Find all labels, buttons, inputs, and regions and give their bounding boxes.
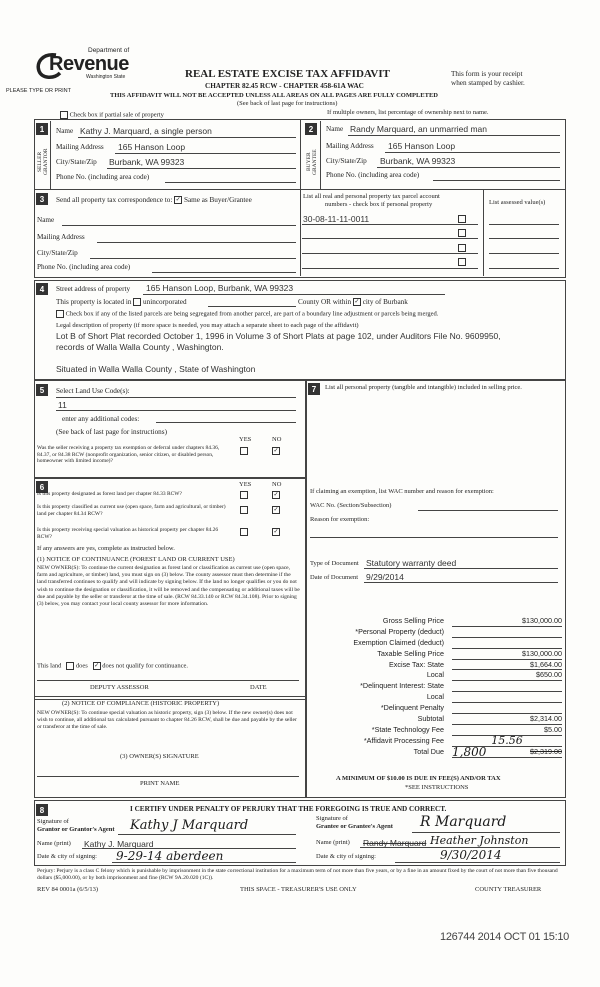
minimum-due-note: A MINIMUM OF $10.00 IS DUE IN FEE(S) AND/OR TAX [336, 775, 501, 782]
grantee-date: 9/30/2014 [440, 848, 502, 862]
land-use-see-back: (See back of last page for instructions) [56, 428, 167, 436]
seller-side-label: SELLER GRANTOR [37, 148, 49, 176]
grantee-sig-label-2: Grantee or Grantee's Agent [316, 823, 393, 830]
form-title: REAL ESTATE EXCISE TAX AFFIDAVIT [185, 68, 390, 80]
tax-row: Total Due $2,319.00 [413, 746, 562, 756]
land-use-label: Select Land Use Code(s): [56, 387, 130, 395]
tax-row: *Delinquent Penalty [310, 703, 562, 714]
located-in-line: This property is located in unincorporated [56, 298, 187, 306]
logo-state: Washington State [86, 74, 126, 80]
see-instructions-note: *SEE INSTRUCTIONS [405, 784, 469, 791]
seller-mailing-label: Mailing Address [56, 143, 104, 151]
section-5-number: 5 [36, 384, 48, 396]
current-use-yes-checkbox[interactable] [240, 506, 248, 514]
grantee-name-handwritten: Heather Johnston [430, 834, 529, 847]
historic-question: Is this property receiving special valuation as historical property per chapter 84.26 RCW? [37, 527, 219, 540]
treasurer-use-label: THIS SPACE - TREASURER'S USE ONLY [240, 886, 357, 893]
section-8-number: 8 [36, 804, 48, 816]
tax-row: Excise Tax: State $1,664.00 [389, 659, 562, 669]
s5-yes: YES [239, 436, 252, 443]
section-1-number: 1 [36, 123, 48, 135]
segregated-note: Check box if any of the listed parcels are being segregated from another parcel, are part of a boundary line adjustment or parcels being merged. [56, 310, 438, 318]
receipt-line-2: when stamped by cashier. [451, 79, 525, 87]
deputy-assessor-label: DEPUTY ASSESSOR [90, 684, 149, 691]
city-checkbox[interactable]: ✓ [354, 299, 360, 306]
type-doc-label: Type of Document [310, 560, 359, 567]
seller-phone-label: Phone No. (including area code) [56, 173, 150, 181]
perjury-note: Perjury: Perjury is a class C felony which is punishable by imprisonment in the state correctional institution for a maximum term of not more than five years, or by a fine in an amount fixed by the court of not more than five thousand dollars ($5,000.00), or by both imprisonment and fine (RCW 9A.20.020 (1C)). [37, 868, 558, 882]
type-of-document[interactable]: Statutory warranty deed [366, 558, 457, 568]
buyer-name-label: Name [326, 125, 344, 133]
grantor-name-label: Name (print) [37, 840, 71, 847]
s3-name-label: Name [37, 216, 55, 224]
street-label: Street address of property [56, 285, 131, 293]
dor-logo [34, 47, 134, 87]
buyer-phone-label: Phone No. (including area code) [326, 171, 420, 179]
tax-row: Local $650.00 [426, 670, 562, 680]
grantor-signature: Kathy J Marquard [130, 818, 249, 833]
buyer-name[interactable]: Randy Marquard, an unmarried man [350, 124, 488, 134]
logo-name: Revenue [49, 53, 129, 75]
date-label: DATE [250, 684, 267, 691]
additional-codes-label: enter any additional codes: [62, 415, 140, 423]
parcel-3-checkbox[interactable] [458, 244, 466, 252]
legal-description-1[interactable]: Lot B of Short Plat recorded October 1, 1996 in Volume 3 of Short Plats at page 102, under Auditors File No. 9609950, [56, 331, 501, 341]
logo-dept: Department of [88, 47, 130, 54]
tax-row: *Affidavit Processing Fee 15.56 [310, 736, 562, 747]
parcel-2-checkbox[interactable] [458, 229, 466, 237]
recording-stamp: 126744 2014 OCT 01 15:10 [440, 931, 569, 943]
tax-row: Local [310, 692, 562, 703]
seller-name-label: Name [56, 127, 74, 135]
tax-row: Gross Selling Price $130,000.00 [382, 616, 562, 625]
s6-no: NO [272, 481, 282, 488]
grantee-printed-name[interactable]: Randy Marquard [363, 838, 427, 848]
receipt-line-1: This form is your receipt [451, 70, 523, 78]
s3-phone-label: Phone No. (including area code) [37, 263, 131, 271]
tax-row: Exemption Claimed (deduct) [310, 638, 562, 649]
tax-row: Taxable Selling Price $130,000.00 [377, 648, 562, 658]
tax-correspondence-label: Send all property tax correspondence to: ✓ Same as Buyer/Grantee [56, 196, 252, 204]
form-warning: THIS AFFIDAVIT WILL NOT BE ACCEPTED UNLESS ALL AREAS ON ALL PAGES ARE FULLY COMPLETED [110, 92, 438, 99]
historic-no-checkbox[interactable]: ✓ [273, 529, 279, 535]
exemption-question: Was the seller receiving a property tax exemption or deferral under chapters 84.36, 84.37, or 84.38 RCW (nonprofit organization, senior citizen, or disabled person, homeowner with limited income)? [37, 445, 220, 464]
s3-city-label: City/State/Zip [37, 249, 78, 257]
buyer-city-label: City/State/Zip [326, 157, 367, 165]
forest-yes-checkbox[interactable] [240, 491, 248, 499]
parcel-1-checkbox[interactable] [458, 215, 466, 223]
grantor-date-city: 9-29-14 aberdeen [116, 849, 224, 863]
section-6-number: 6 [36, 481, 48, 493]
s5-no: NO [272, 436, 282, 443]
parcel-header-1: List all real and personal property tax parcel account [303, 193, 440, 200]
county-or-city: County OR within ✓ city of Burbank [298, 298, 408, 306]
tax-row: Subtotal $2,314.00 [417, 714, 562, 724]
multiple-owners-note: If multiple owners, list percentage of ownership next to name. [327, 109, 489, 116]
reason-label: Reason for exemption: [310, 516, 370, 523]
seller-city[interactable]: Burbank, WA 99323 [109, 157, 185, 167]
legal-description-2[interactable]: records of Walla Walla County , Washington. [56, 342, 224, 352]
grantee-sig-label-1: Signature of [316, 815, 348, 822]
section-4-number: 4 [36, 283, 48, 295]
date-of-document[interactable]: 9/29/2014 [366, 572, 404, 582]
county-treasurer-label: COUNTY TREASURER [475, 886, 542, 893]
street-address[interactable]: 165 Hanson Loop, Burbank, WA 99323 [146, 283, 294, 293]
seller-name[interactable]: Kathy J. Marquard, a single person [80, 126, 212, 136]
notice-compliance-title: (2) NOTICE OF COMPLIANCE (HISTORIC PROPERTY) [62, 700, 220, 707]
exempt-no-checkbox[interactable]: ✓ [273, 448, 279, 454]
grantee-signature: R Marquard [420, 814, 507, 830]
owner-signature-label: (3) OWNER(S) SIGNATURE [120, 753, 199, 760]
wac-no-label: WAC No. (Section/Subsection) [310, 502, 392, 509]
tax-row: *State Technology Fee $5.00 [371, 724, 562, 734]
exemption-claim-label: If claiming an exemption, list WAC number and reason for exemption: [310, 488, 494, 495]
grantor-sig-label-1: Signature of [37, 818, 69, 825]
parcel-header-2: numbers - check box if personal property [325, 201, 433, 208]
grantee-date-label: Date & city of signing: [316, 853, 376, 860]
partial-sale-checkbox[interactable] [60, 111, 68, 119]
section-7-number: 7 [308, 383, 320, 395]
section-3-number: 3 [36, 193, 48, 205]
s6-yes: YES [239, 481, 252, 488]
tax-table [310, 616, 562, 758]
notice-compliance-text: NEW OWNER(S): To continue special valuation as historic property, sign (3) below. If the new owner(s) does not wish to continue, all additional tax calculated pursuant to chapter 84.26 RCW, shall be due and payable by the seller or transferor at the time of sale. [37, 710, 297, 731]
does-checkbox[interactable] [66, 662, 74, 670]
does-not-checkbox[interactable]: ✓ [94, 663, 100, 669]
forest-no-checkbox[interactable]: ✓ [273, 492, 279, 498]
current-use-no-checkbox[interactable]: ✓ [273, 507, 279, 513]
tax-row: *Delinquent Interest: State [310, 681, 562, 692]
parcel-4-checkbox[interactable] [458, 258, 466, 266]
notice-continuance-text: NEW OWNER(S): To continue the current designation as forest land or classification as current use (open space, farm and agriculture, or timber) land, you must sign on (3) below. The county assessor must then determine if the land transferred continues to qualify and will indicate by signing below. If the land no longer qualifies or you do not wish to continue the designation or classification, it will be removed and the compensating or additional taxes will be due and payable by the seller or transferor at the time of sale. (RCW 84.33.140 or RCW 84.34.108). Prior to signing (3) below, you may contact your local county assessor for more information. [37, 565, 300, 608]
form-number: REV 84 0001a (6/5/13) [37, 886, 99, 893]
unincorporated-checkbox[interactable] [133, 298, 141, 306]
grantor-printed-name[interactable]: Kathy J. Marquard [84, 839, 154, 849]
personal-property-label: List all personal property (tangible and intangible) included in selling price. [325, 384, 522, 391]
print-name-label: PRINT NAME [140, 780, 180, 787]
forest-land-question: Is this property designated as forest land per chapter 84.33 RCW? [37, 491, 182, 497]
exempt-yes-checkbox[interactable] [240, 447, 248, 455]
form-see-back: (See back of last page for instructions) [237, 100, 338, 107]
grantee-name-label: Name (print) [316, 839, 350, 846]
tax-row: *Personal Property (deduct) [310, 627, 562, 638]
seller-mailing[interactable]: 165 Hanson Loop [118, 142, 186, 152]
form-chapters: CHAPTER 82.45 RCW - CHAPTER 458-61A WAC [205, 82, 364, 90]
historic-yes-checkbox[interactable] [240, 528, 248, 536]
buyer-city[interactable]: Burbank, WA 99323 [380, 156, 456, 166]
buyer-mailing-label: Mailing Address [326, 142, 374, 150]
situated-in[interactable]: Situated in Walla Walla County , State of Washington [56, 364, 256, 374]
certify-statement: I CERTIFY UNDER PENALTY OF PERJURY THAT THE FOREGOING IS TRUE AND CORRECT. [130, 805, 447, 813]
assessed-header: List assessed value(s) [489, 199, 546, 206]
grantor-sig-label-2: Grantor or Grantor's Agent [37, 826, 115, 833]
partial-sale-label: Check box if partial sale of property [60, 111, 164, 119]
buyer-mailing[interactable]: 165 Hanson Loop [388, 141, 456, 151]
if-yes-note: If any answers are yes, complete as instructed below. [37, 545, 175, 552]
please-type: PLEASE TYPE OR PRINT [6, 88, 72, 94]
seller-city-label: City/State/Zip [56, 158, 97, 166]
land-use-code[interactable]: 11 [58, 400, 67, 410]
buyer-side-label: BUYER GRANTEE [306, 149, 318, 175]
section-2-number: 2 [305, 123, 317, 135]
segregated-checkbox[interactable] [56, 310, 64, 318]
current-use-question: Is this property classified as current use (open space, farm and agricultural, or timber) land per chapter 84.34 RCW? [37, 504, 226, 517]
parcel-number[interactable]: 30-08-11-11-0011 [303, 214, 370, 224]
continuance-line: This land does ✓ does not qualify for continuance. [37, 662, 189, 670]
same-as-buyer-checkbox[interactable]: ✓ [175, 197, 181, 204]
grantor-date-label: Date & city of signing: [37, 853, 97, 860]
s3-mailing-label: Mailing Address [37, 233, 85, 241]
legal-label: Legal description of property (if more space is needed, you may attach a separate sheet to each page of the affidavit) [56, 322, 359, 329]
notice-continuance-title: (1) NOTICE OF CONTINUANCE (FOREST LAND OR CURRENT USE) [37, 556, 235, 563]
total-handwritten: 1,800 [452, 745, 487, 759]
date-doc-label: Date of Document [310, 574, 359, 581]
